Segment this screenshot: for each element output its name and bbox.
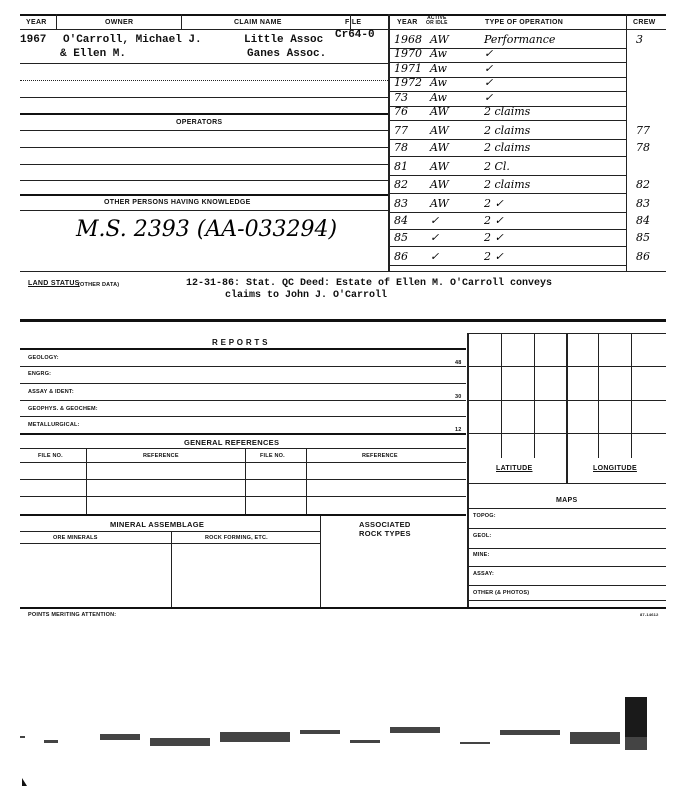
activity-status: Aw bbox=[430, 62, 447, 75]
activity-row bbox=[390, 141, 666, 157]
activity-status: ✓ bbox=[430, 214, 440, 227]
activity-year: 1968 bbox=[394, 33, 422, 46]
activity-row bbox=[390, 47, 666, 63]
activity-row bbox=[390, 214, 666, 230]
activity-year: 1971 bbox=[394, 62, 422, 75]
header-type-of-operation: TYPE OF OPERATION bbox=[485, 19, 564, 26]
activity-operation: 2 Cl. bbox=[484, 160, 510, 173]
activity-operation: 2 claims bbox=[484, 105, 531, 118]
activity-status: ✓ bbox=[430, 250, 440, 263]
activity-crew: 78 bbox=[636, 141, 650, 154]
activity-status: Aw bbox=[430, 76, 447, 89]
activity-year: 81 bbox=[394, 160, 408, 173]
activity-crew: 77 bbox=[636, 124, 650, 137]
other-persons-handwritten: M.S. 2393 (AA-033294) bbox=[76, 217, 338, 242]
claim-line-1: Little Assoc bbox=[244, 34, 324, 46]
gr-reference-1: REFERENCE bbox=[143, 453, 179, 459]
gr-file-no-2: FILE NO. bbox=[260, 453, 285, 459]
activity-operation: 2 claims bbox=[484, 178, 531, 191]
other-persons-title: OTHER PERSONS HAVING KNOWLEDGE bbox=[104, 199, 251, 206]
operators-title: OPERATORS bbox=[176, 119, 223, 126]
land-status-label: LAND STATUS bbox=[28, 280, 80, 287]
activity-year: 86 bbox=[394, 250, 408, 263]
general-references-title: GENERAL REFERENCES bbox=[184, 438, 280, 447]
scan-noise-band bbox=[20, 722, 666, 758]
report-geophys: GEOPHYS. & GEOCHEM: bbox=[28, 406, 98, 412]
points-meriting-attention: POINTS MERITING ATTENTION: bbox=[28, 612, 117, 618]
activity-operation: 2 claims bbox=[484, 141, 531, 154]
activity-crew: 86 bbox=[636, 250, 650, 263]
activity-operation: ✓ bbox=[484, 91, 494, 104]
claim-line-2: Ganes Assoc. bbox=[247, 48, 327, 60]
activity-operation: 2 ✓ bbox=[484, 250, 504, 263]
activity-status: ✓ bbox=[430, 231, 440, 244]
activity-status: AW bbox=[430, 141, 449, 154]
activity-row-rule bbox=[390, 193, 626, 194]
activity-status: AW bbox=[430, 160, 449, 173]
activity-operation: 2 ✓ bbox=[484, 214, 504, 227]
report-metallurgical: METALLURGICAL: bbox=[28, 422, 80, 428]
map-other: OTHER (& PHOTOS) bbox=[473, 590, 530, 596]
header-file: FILE bbox=[345, 19, 362, 26]
header-crew: CREW bbox=[633, 19, 656, 26]
land-status-line-1: 12-31-86: Stat. QC Deed: Estate of Ellen M. O'Carroll conveys bbox=[186, 278, 553, 289]
map-assay: ASSAY: bbox=[473, 571, 495, 577]
activity-row-rule bbox=[390, 246, 626, 247]
activity-row bbox=[390, 105, 666, 121]
record-year: 1967 bbox=[20, 34, 47, 46]
activity-status: AW bbox=[430, 197, 449, 210]
activity-crew: 85 bbox=[636, 231, 650, 244]
activity-year: 1970 bbox=[394, 47, 422, 60]
report-engrg: ENGRG: bbox=[28, 371, 52, 377]
activity-row bbox=[390, 231, 666, 247]
activity-operation: 2 claims bbox=[484, 124, 531, 137]
activity-year: 77 bbox=[394, 124, 408, 137]
activity-operation: ✓ bbox=[484, 47, 494, 60]
scale-30: 30 bbox=[455, 394, 462, 400]
activity-row bbox=[390, 76, 666, 92]
scan-corner-mark bbox=[22, 778, 27, 786]
activity-row bbox=[390, 250, 666, 266]
activity-status: AW bbox=[430, 33, 449, 46]
map-geol: GEOL: bbox=[473, 533, 492, 539]
activity-row-rule bbox=[390, 156, 626, 157]
maps-title: MAPS bbox=[556, 497, 578, 504]
activity-year: 76 bbox=[394, 105, 408, 118]
activity-row-rule bbox=[390, 120, 626, 121]
land-status-sublabel: (OTHER DATA) bbox=[78, 282, 120, 288]
activity-operation: Performance bbox=[484, 33, 556, 46]
activity-operation: 2 ✓ bbox=[484, 197, 504, 210]
activity-row bbox=[390, 124, 666, 140]
activity-row-rule bbox=[390, 139, 626, 140]
header-year-2: YEAR bbox=[397, 19, 418, 26]
reports-title: R E P O R T S bbox=[212, 338, 268, 347]
activity-status: Aw bbox=[430, 91, 447, 104]
activity-crew: 84 bbox=[636, 214, 650, 227]
associated-line-1: ASSOCIATED bbox=[359, 520, 411, 529]
activity-crew: 83 bbox=[636, 197, 650, 210]
activity-row bbox=[390, 197, 666, 213]
activity-row bbox=[390, 178, 666, 194]
activity-row bbox=[390, 160, 666, 176]
activity-year: 84 bbox=[394, 214, 408, 227]
activity-year: 1972 bbox=[394, 76, 422, 89]
associated-line-2: ROCK TYPES bbox=[359, 529, 411, 538]
gr-file-no-1: FILE NO. bbox=[38, 453, 63, 459]
file-number: Cr64-0 bbox=[335, 29, 375, 41]
activity-status: AW bbox=[430, 105, 449, 118]
activity-year: 83 bbox=[394, 197, 408, 210]
form-number: 87-14612 bbox=[640, 612, 659, 617]
activity-status: AW bbox=[430, 178, 449, 191]
owner-line-1: O'Carroll, Michael J. bbox=[63, 34, 202, 46]
activity-operation: ✓ bbox=[484, 62, 494, 75]
longitude-label: LONGITUDE bbox=[593, 465, 637, 472]
activity-crew: 82 bbox=[636, 178, 650, 191]
activity-year: 82 bbox=[394, 178, 408, 191]
ore-minerals-label: ORE MINERALS bbox=[53, 535, 98, 541]
header-owner: OWNER bbox=[105, 19, 134, 26]
scale-48: 48 bbox=[455, 360, 462, 366]
activity-year: 85 bbox=[394, 231, 408, 244]
section-divider bbox=[20, 319, 666, 322]
activity-crew: 3 bbox=[636, 33, 643, 46]
activity-row-rule bbox=[390, 265, 626, 266]
mineral-assemblage-title: MINERAL ASSEMBLAGE bbox=[110, 520, 205, 529]
land-status-line-2: claims to John J. O'Carroll bbox=[225, 290, 388, 301]
activity-year: 73 bbox=[394, 91, 408, 104]
activity-row-rule bbox=[390, 175, 626, 176]
activity-operation: 2 ✓ bbox=[484, 231, 504, 244]
activity-status: AW bbox=[430, 124, 449, 137]
activity-status: Aw bbox=[430, 47, 447, 60]
header-active-idle: ACTIVE OR IDLE bbox=[426, 15, 448, 26]
activity-year: 78 bbox=[394, 141, 408, 154]
header-claim-name: CLAIM NAME bbox=[234, 19, 282, 26]
map-mine: MINE: bbox=[473, 552, 490, 558]
scale-12: 12 bbox=[455, 427, 462, 433]
activity-row-rule bbox=[390, 229, 626, 230]
report-assay: ASSAY & IDENT: bbox=[28, 389, 74, 395]
map-topog: TOPOG: bbox=[473, 513, 496, 519]
report-geology: GEOLOGY: bbox=[28, 355, 59, 361]
rock-forming-label: ROCK FORMING, ETC. bbox=[205, 535, 268, 541]
latitude-label: LATITUDE bbox=[496, 465, 533, 472]
header-year: YEAR bbox=[26, 19, 47, 26]
activity-row-rule bbox=[390, 212, 626, 213]
scan-blot bbox=[625, 697, 647, 737]
gr-reference-2: REFERENCE bbox=[362, 453, 398, 459]
owner-line-2: & Ellen M. bbox=[60, 48, 127, 60]
activity-operation: ✓ bbox=[484, 76, 494, 89]
